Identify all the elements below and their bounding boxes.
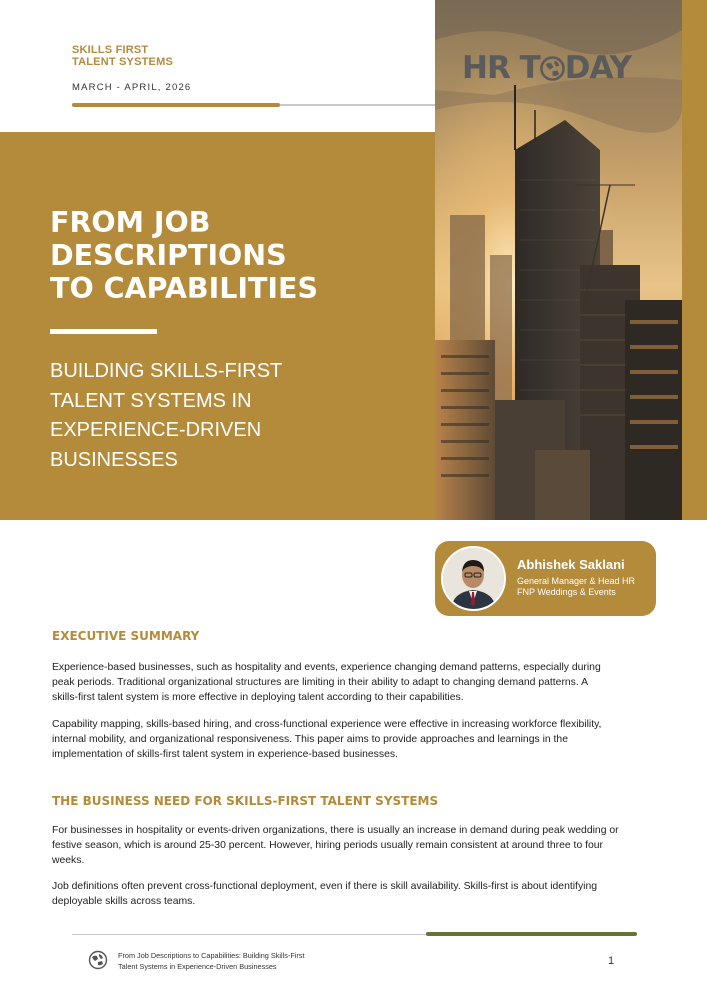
subtitle-line: TALENT SYSTEMS IN <box>50 389 252 412</box>
footer-divider-accent <box>426 932 637 936</box>
subtitle-line: EXPERIENCE-DRIVEN <box>50 419 262 441</box>
body-paragraph <box>52 879 664 909</box>
header-divider-accent <box>72 103 280 107</box>
text-line: Job definitions often prevent cross-functional deployment, even if there is skill availability. Skills-first is about identifying <box>52 881 598 892</box>
globe-icon <box>540 53 565 89</box>
article-title <box>50 206 410 305</box>
section-heading-executive-summary: EXECUTIVE SUMMARY <box>52 629 200 643</box>
text-line: deployable skills across teams. <box>52 896 196 907</box>
kicker-line: TALENT SYSTEMS <box>72 56 173 68</box>
kicker-line: SKILLS FIRST <box>72 44 149 56</box>
series-kicker <box>72 44 173 68</box>
hr-today-logo <box>462 50 631 89</box>
text-line: Capability mapping, skills-based hiring, and cross-functional experience were effective in increasing workforce flexibility, <box>52 719 602 730</box>
text-line: Experience-based businesses, such as hospitality and events, experience changing demand patterns, especially during <box>52 662 601 673</box>
text-line: peak periods. Traditional organizational structures are limiting in their ability to adapt to changing demand patterns. A <box>52 677 589 688</box>
globe-icon <box>88 950 108 975</box>
title-divider <box>50 329 157 334</box>
title-line: TO CAPABILITIES <box>50 272 319 305</box>
footer-article-title <box>118 951 305 972</box>
body-paragraph <box>52 660 664 705</box>
title-line: DESCRIPTIONS <box>50 239 287 272</box>
hero-panel <box>0 132 435 520</box>
author-role-line: FNP Weddings & Events <box>517 587 616 597</box>
title-line: FROM JOB <box>50 206 211 239</box>
text-line: For businesses in hospitality or events-driven organizations, there is usually an increase in demand during peak wedding or <box>52 825 619 836</box>
body-paragraph <box>52 823 664 868</box>
author-name: Abhishek Saklani <box>517 557 625 572</box>
article-subtitle <box>50 357 282 475</box>
section-heading-business-need: THE BUSINESS NEED FOR SKILLS-FIRST TALENT SYSTEMS <box>52 794 439 808</box>
text-line: festive season, which is around 25-30 percent. However, hiring periods usually remain consistent at around three to four <box>52 840 604 851</box>
text-line: implementation of skills-first talent system in experience-based businesses. <box>52 749 398 760</box>
author-role-line: General Manager & Head HR <box>517 576 636 586</box>
logo-text-start: HR T <box>462 50 540 86</box>
body-paragraph <box>52 717 664 762</box>
footer-text-line: Talent Systems in Experience-Driven Businesses <box>118 961 277 971</box>
footer-text-line: From Job Descriptions to Capabilities: Building Skills-First <box>118 951 305 960</box>
author-role <box>517 576 635 598</box>
author-avatar <box>441 546 506 611</box>
issue-date: MARCH - APRIL, 2026 <box>72 82 192 93</box>
text-line: skills-first talent system is more effective in deploying talent according to their capabilities. <box>52 692 464 703</box>
page-number: 1 <box>608 955 615 967</box>
subtitle-line: BUILDING SKILLS-FIRST <box>50 360 283 382</box>
text-line: internal mobility, and organizational responsiveness. This paper aims to provide approaches and learnings in the <box>52 734 568 745</box>
logo-text-end: DAY <box>564 50 631 86</box>
subtitle-line: BUSINESSES <box>50 448 178 471</box>
text-line: weeks. <box>52 855 85 866</box>
author-card <box>435 541 656 616</box>
side-accent-band <box>682 0 707 520</box>
